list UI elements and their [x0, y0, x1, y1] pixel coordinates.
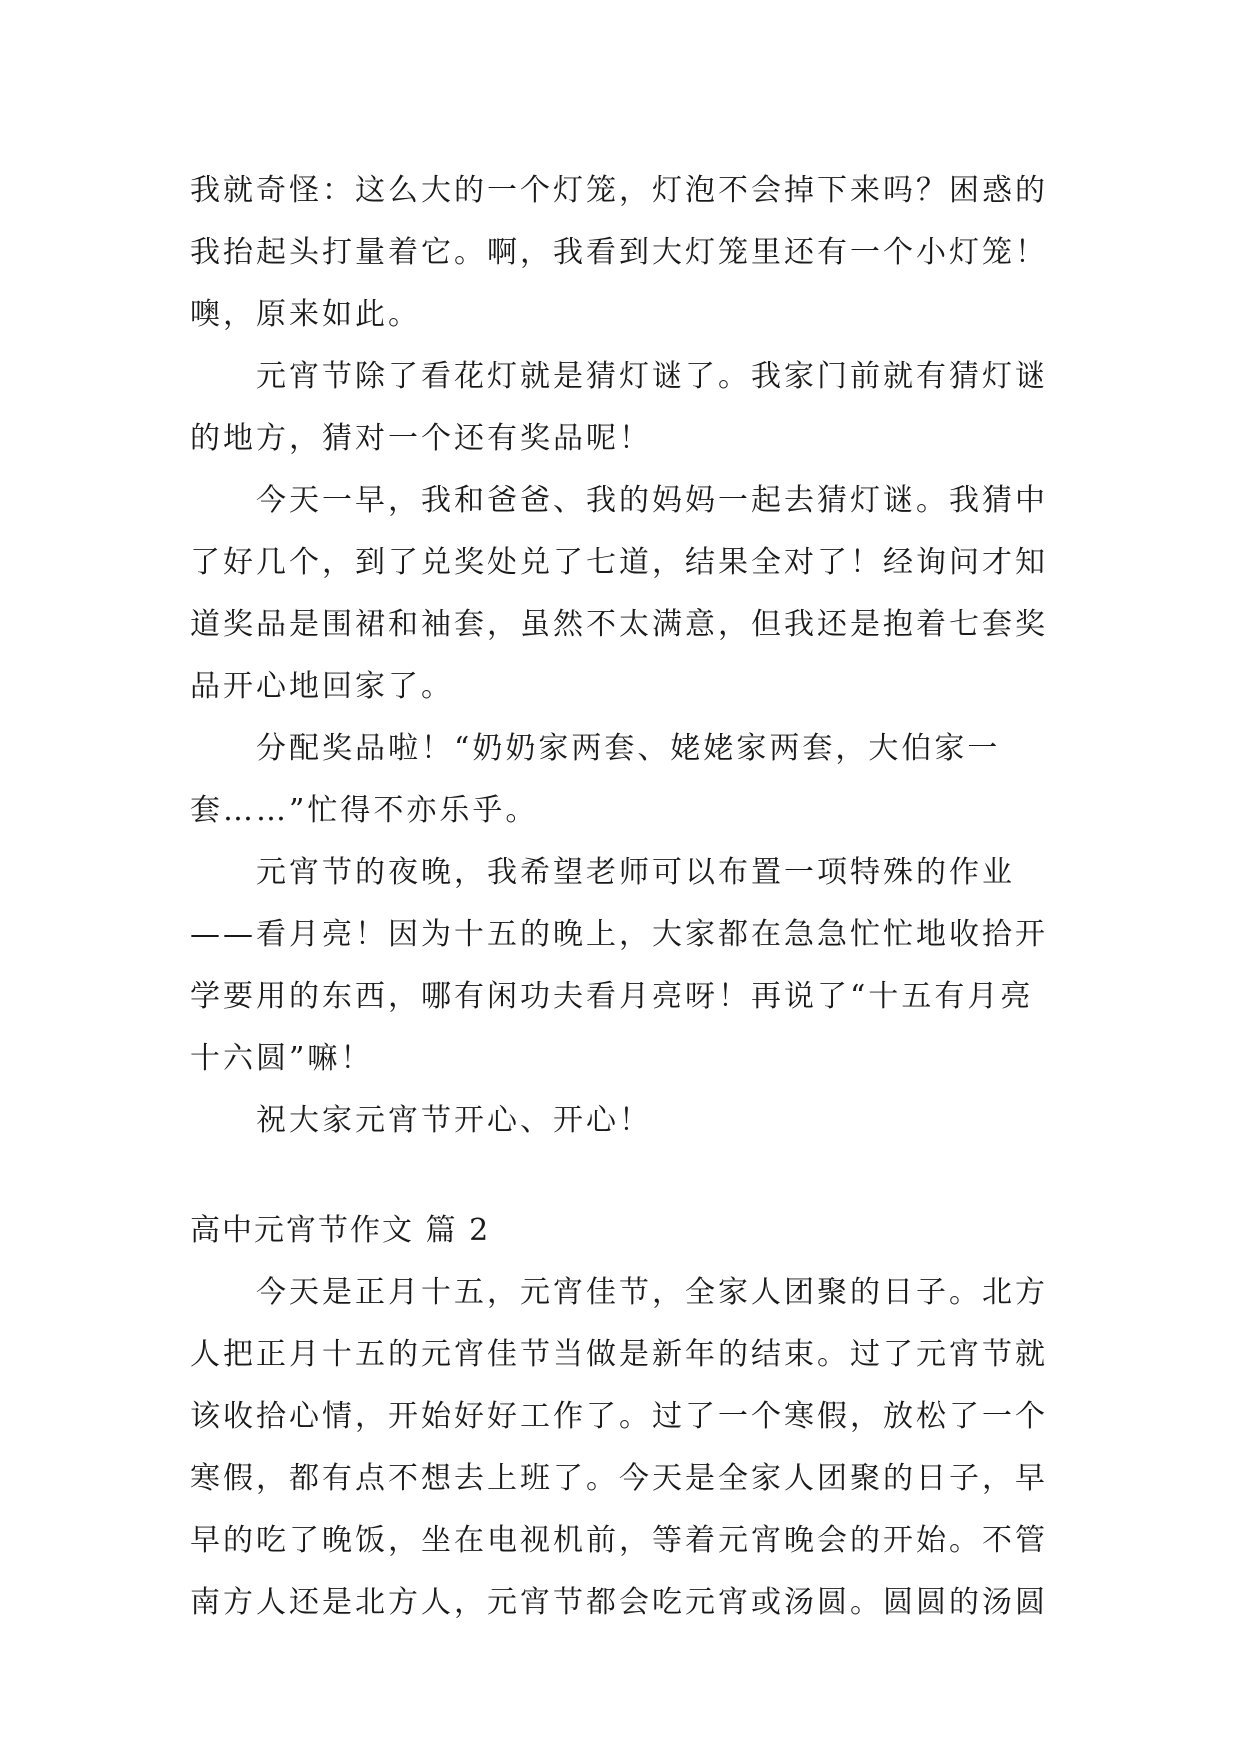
- text-line: 人把正月十五的元宵佳节当做是新年的结束。过了元宵节就: [190, 1337, 1048, 1372]
- text-line: ——看月亮！因为十五的晚上，大家都在急急忙忙地收拾开: [190, 917, 1048, 952]
- text-line: 的地方，猜对一个还有奖品呢！: [190, 421, 652, 456]
- text-line: 今天一早，我和爸爸、我的妈妈一起去猜灯谜。我猜中: [190, 483, 1048, 518]
- text-line: 噢，原来如此。: [190, 297, 421, 332]
- document-page: [190, 160, 1050, 1634]
- text-line: 元宵节的夜晚，我希望老师可以布置一项特殊的作业: [190, 855, 1015, 890]
- text-line: 今天是正月十五，元宵佳节，全家人团聚的日子。北方: [190, 1275, 1048, 1310]
- text-line: 学要用的东西，哪有闲功夫看月亮呀！再说了“十五有月亮: [190, 979, 1034, 1014]
- text-line: 寒假，都有点不想去上班了。今天是全家人团聚的日子，早: [190, 1461, 1048, 1496]
- text-line: 我抬起头打量着它。啊，我看到大灯笼里还有一个小灯笼！: [190, 235, 1048, 270]
- text-line: 品开心地回家了。: [190, 669, 454, 704]
- text-line: 道奖品是围裙和袖套，虽然不太满意，但我还是抱着七套奖: [190, 607, 1048, 642]
- text-line: 元宵节除了看花灯就是猜灯谜了。我家门前就有猜灯谜: [190, 359, 1048, 394]
- text-line: 南方人还是北方人，元宵节都会吃元宵或汤圆。圆圆的汤圆: [190, 1585, 1048, 1620]
- text-line: 套……”忙得不亦乐乎。: [190, 793, 539, 828]
- text-line: 十六圆”嘛！: [190, 1041, 374, 1076]
- text-line: 了好几个，到了兑奖处兑了七道，结果全对了！经询问才知: [190, 545, 1048, 580]
- section-title: 高中元宵节作文 篇 2: [190, 1213, 491, 1248]
- text-line: 早的吃了晚饭，坐在电视机前，等着元宵晚会的开始。不管: [190, 1523, 1048, 1558]
- text-line: 祝大家元宵节开心、开心！: [190, 1103, 652, 1138]
- text-line: 该收拾心情，开始好好工作了。过了一个寒假，放松了一个: [190, 1399, 1048, 1434]
- text-line: 我就奇怪：这么大的一个灯笼，灯泡不会掉下来吗？困惑的: [190, 173, 1048, 208]
- text-line: 分配奖品啦！“奶奶家两套、姥姥家两套，大伯家一: [190, 731, 1001, 766]
